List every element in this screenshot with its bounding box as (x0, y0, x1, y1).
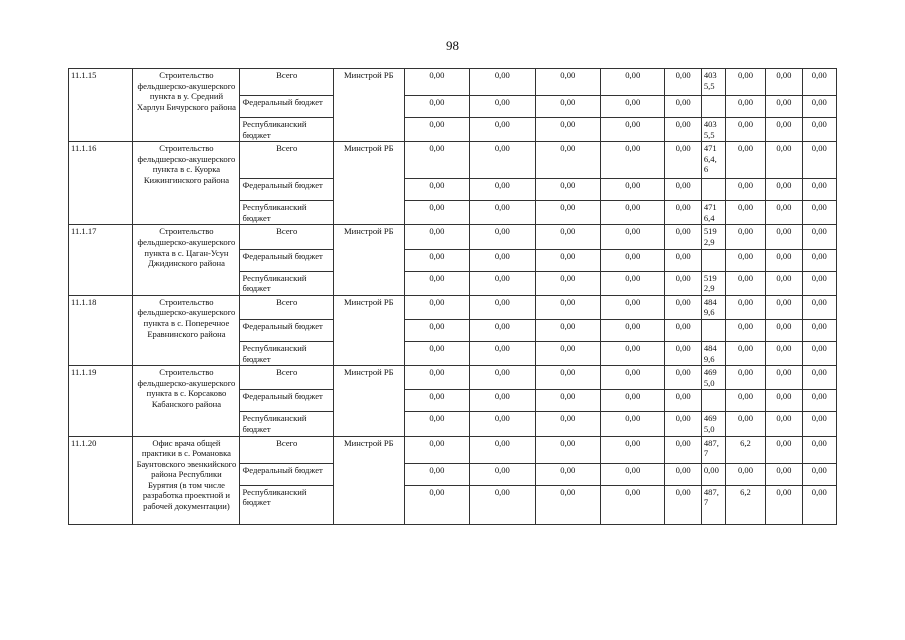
value-cell: 0,00 (725, 179, 766, 201)
value-cell: 0,00 (404, 485, 469, 524)
funding-source: Республиканский бюджет (240, 485, 334, 524)
value-cell: 0,00 (470, 271, 535, 295)
value-cell: 0,00 (725, 142, 766, 179)
value-cell: 0,00 (535, 412, 600, 436)
value-cell: 0,00 (725, 390, 766, 412)
value-cell: 0,00 (665, 485, 701, 524)
value-cell: 0,00 (766, 271, 802, 295)
value-cell: 0,00 (404, 341, 469, 365)
value-cell: 0,00 (766, 341, 802, 365)
value-cell: 0,00 (766, 96, 802, 118)
value-cell: 0,00 (470, 366, 535, 390)
value-cell: 0,00 (535, 436, 600, 463)
value-cell: 0,00 (470, 295, 535, 319)
value-cell: 0,00 (725, 96, 766, 118)
value-cell: 0,00 (665, 225, 701, 249)
value-cell: 0,00 (802, 179, 836, 201)
value-cell: 0,00 (470, 390, 535, 412)
value-cell: 0,00 (535, 271, 600, 295)
table-body (69, 69, 837, 525)
value-cell: 0,00 (802, 341, 836, 365)
value-cell (701, 179, 725, 201)
value-cell: 469 5,0 (701, 412, 725, 436)
value-cell: 0,00 (470, 69, 535, 96)
value-cell: 0,00 (766, 412, 802, 436)
value-cell: 0,00 (766, 436, 802, 463)
value-cell: 0,00 (470, 319, 535, 341)
table-row (69, 142, 837, 179)
value-cell: 0,00 (802, 463, 836, 485)
measure-name: Строительство фельдшерско-акушерского пункта в с. Поперечное Еравнинского района (133, 295, 240, 365)
value-cell: 484 9,6 (701, 295, 725, 319)
value-cell: 0,00 (665, 463, 701, 485)
value-cell: 0,00 (601, 96, 665, 118)
value-cell: 0,00 (802, 69, 836, 96)
value-cell: 403 5,5 (701, 118, 725, 142)
value-cell: 0,00 (535, 69, 600, 96)
value-cell: 0,00 (725, 295, 766, 319)
value-cell: 0,00 (725, 225, 766, 249)
value-cell: 0,00 (404, 366, 469, 390)
table-row (69, 366, 837, 390)
executor: Минстрой РБ (333, 295, 404, 365)
value-cell: 0,00 (601, 201, 665, 225)
value-cell: 0,00 (535, 463, 600, 485)
value-cell (701, 249, 725, 271)
value-cell: 487, 7 (701, 436, 725, 463)
value-cell: 0,00 (766, 118, 802, 142)
executor: Минстрой РБ (333, 225, 404, 295)
value-cell: 6,2 (725, 485, 766, 524)
value-cell: 484 9,6 (701, 341, 725, 365)
measure-code: 11.1.16 (69, 142, 133, 225)
funding-source: Всего (240, 366, 334, 390)
value-cell: 0,00 (404, 319, 469, 341)
funding-source: Республиканский бюджет (240, 118, 334, 142)
value-cell: 0,00 (404, 179, 469, 201)
value-cell: 0,00 (470, 142, 535, 179)
value-cell: 0,00 (665, 249, 701, 271)
value-cell: 0,00 (766, 142, 802, 179)
measure-code: 11.1.18 (69, 295, 133, 365)
measure-code: 11.1.20 (69, 436, 133, 524)
funding-source: Федеральный бюджет (240, 249, 334, 271)
value-cell: 0,00 (665, 319, 701, 341)
value-cell: 0,00 (404, 390, 469, 412)
value-cell: 0,00 (601, 463, 665, 485)
funding-source: Всего (240, 436, 334, 463)
value-cell (701, 96, 725, 118)
value-cell: 0,00 (404, 436, 469, 463)
value-cell: 0,00 (766, 463, 802, 485)
value-cell: 0,00 (535, 366, 600, 390)
measure-name: Строительство фельдшерско-акушерского пункта в с. Корсаково Кабанского района (133, 366, 240, 436)
value-cell: 0,00 (802, 390, 836, 412)
value-cell: 0,00 (802, 201, 836, 225)
value-cell: 0,00 (766, 295, 802, 319)
funding-source: Республиканский бюджет (240, 271, 334, 295)
value-cell: 0,00 (665, 271, 701, 295)
value-cell: 0,00 (535, 225, 600, 249)
value-cell: 0,00 (665, 436, 701, 463)
value-cell: 0,00 (601, 390, 665, 412)
executor: Минстрой РБ (333, 366, 404, 436)
measure-code: 11.1.17 (69, 225, 133, 295)
value-cell: 0,00 (802, 485, 836, 524)
table-row (69, 436, 837, 463)
executor: Минстрой РБ (333, 69, 404, 142)
value-cell: 0,00 (766, 225, 802, 249)
value-cell: 471 6,4 (701, 201, 725, 225)
value-cell: 0,00 (601, 142, 665, 179)
value-cell: 0,00 (404, 463, 469, 485)
value-cell: 0,00 (665, 366, 701, 390)
value-cell: 519 2,9 (701, 271, 725, 295)
value-cell: 0,00 (470, 118, 535, 142)
value-cell (701, 390, 725, 412)
value-cell: 0,00 (601, 179, 665, 201)
value-cell: 0,00 (802, 295, 836, 319)
value-cell: 0,00 (404, 142, 469, 179)
value-cell: 0,00 (470, 96, 535, 118)
value-cell: 469 5,0 (701, 366, 725, 390)
budget-table (68, 68, 837, 525)
value-cell: 0,00 (665, 179, 701, 201)
value-cell: 0,00 (665, 390, 701, 412)
funding-source: Федеральный бюджет (240, 319, 334, 341)
value-cell: 0,00 (470, 412, 535, 436)
value-cell: 0,00 (766, 366, 802, 390)
value-cell: 0,00 (601, 249, 665, 271)
value-cell: 0,00 (535, 249, 600, 271)
value-cell: 0,00 (802, 142, 836, 179)
value-cell: 0,00 (665, 118, 701, 142)
value-cell: 0,00 (802, 271, 836, 295)
value-cell: 0,00 (725, 271, 766, 295)
funding-source: Всего (240, 225, 334, 249)
funding-source: Федеральный бюджет (240, 390, 334, 412)
value-cell: 0,00 (802, 366, 836, 390)
measure-code: 11.1.19 (69, 366, 133, 436)
value-cell: 0,00 (404, 412, 469, 436)
value-cell: 0,00 (535, 118, 600, 142)
value-cell: 0,00 (601, 271, 665, 295)
value-cell: 0,00 (470, 179, 535, 201)
value-cell: 0,00 (404, 96, 469, 118)
value-cell: 0,00 (725, 319, 766, 341)
value-cell: 0,00 (725, 249, 766, 271)
value-cell: 0,00 (665, 412, 701, 436)
value-cell: 0,00 (766, 485, 802, 524)
value-cell: 0,00 (470, 436, 535, 463)
value-cell: 471 6,4, 6 (701, 142, 725, 179)
value-cell: 0,00 (601, 366, 665, 390)
value-cell: 0,00 (470, 225, 535, 249)
value-cell: 0,00 (665, 341, 701, 365)
value-cell: 0,00 (766, 201, 802, 225)
value-cell: 0,00 (404, 225, 469, 249)
value-cell: 0,00 (665, 201, 701, 225)
value-cell: 0,00 (665, 142, 701, 179)
value-cell: 0,00 (601, 295, 665, 319)
value-cell: 0,00 (601, 436, 665, 463)
table-row (69, 225, 837, 249)
value-cell: 0,00 (802, 96, 836, 118)
measure-name: Строительство фельдшерско-акушерского пункта в у. Средний Харлун Бичурского района (133, 69, 240, 142)
value-cell: 0,00 (766, 319, 802, 341)
funding-source: Республиканский бюджет (240, 341, 334, 365)
value-cell: 0,00 (665, 295, 701, 319)
value-cell: 0,00 (601, 412, 665, 436)
value-cell: 0,00 (802, 249, 836, 271)
value-cell: 0,00 (404, 295, 469, 319)
funding-source: Федеральный бюджет (240, 179, 334, 201)
value-cell: 0,00 (470, 463, 535, 485)
value-cell: 0,00 (535, 295, 600, 319)
value-cell: 0,00 (470, 485, 535, 524)
value-cell: 0,00 (802, 412, 836, 436)
funding-source: Федеральный бюджет (240, 463, 334, 485)
funding-source: Республиканский бюджет (240, 412, 334, 436)
funding-source: Федеральный бюджет (240, 96, 334, 118)
funding-source: Всего (240, 142, 334, 179)
value-cell: 0,00 (725, 118, 766, 142)
value-cell: 0,00 (725, 412, 766, 436)
funding-source: Всего (240, 295, 334, 319)
value-cell: 0,00 (766, 390, 802, 412)
value-cell: 0,00 (404, 69, 469, 96)
value-cell: 0,00 (766, 179, 802, 201)
value-cell: 0,00 (701, 463, 725, 485)
value-cell: 0,00 (535, 142, 600, 179)
measure-name: Строительство фельдшерско-акушерского пункта в с. Цаган-Усун Джидинского района (133, 225, 240, 295)
executor: Минстрой РБ (333, 142, 404, 225)
value-cell: 0,00 (470, 201, 535, 225)
value-cell: 0,00 (535, 485, 600, 524)
value-cell: 519 2,9 (701, 225, 725, 249)
value-cell: 487, 7 (701, 485, 725, 524)
measure-name: Офис врача общей практики в с. Романовка Баунтовского эвенкийского района Республики Бурятия (в том числе разработка проектной и рабочей документации) (133, 436, 240, 524)
value-cell: 0,00 (601, 319, 665, 341)
value-cell: 0,00 (470, 249, 535, 271)
value-cell: 0,00 (535, 179, 600, 201)
value-cell: 0,00 (404, 271, 469, 295)
value-cell: 0,00 (535, 96, 600, 118)
value-cell: 0,00 (535, 201, 600, 225)
value-cell: 0,00 (802, 118, 836, 142)
executor: Минстрой РБ (333, 436, 404, 524)
value-cell: 6,2 (725, 436, 766, 463)
value-cell: 0,00 (665, 96, 701, 118)
value-cell: 0,00 (470, 341, 535, 365)
measure-code: 11.1.15 (69, 69, 133, 142)
value-cell: 403 5,5 (701, 69, 725, 96)
value-cell: 0,00 (766, 69, 802, 96)
value-cell: 0,00 (601, 225, 665, 249)
value-cell: 0,00 (802, 436, 836, 463)
table-row (69, 295, 837, 319)
value-cell: 0,00 (404, 118, 469, 142)
measure-name: Строительство фельдшерско-акушерского пункта в с. Куорка Кижингинского района (133, 142, 240, 225)
value-cell: 0,00 (535, 390, 600, 412)
value-cell: 0,00 (802, 225, 836, 249)
value-cell: 0,00 (535, 319, 600, 341)
value-cell: 0,00 (535, 341, 600, 365)
value-cell (701, 319, 725, 341)
value-cell: 0,00 (601, 69, 665, 96)
page-number: 98 (446, 38, 459, 53)
value-cell: 0,00 (601, 341, 665, 365)
value-cell: 0,00 (404, 201, 469, 225)
value-cell: 0,00 (725, 201, 766, 225)
value-cell: 0,00 (404, 249, 469, 271)
table-row (69, 69, 837, 96)
value-cell: 0,00 (802, 319, 836, 341)
value-cell: 0,00 (766, 249, 802, 271)
value-cell: 0,00 (601, 485, 665, 524)
value-cell: 0,00 (725, 69, 766, 96)
value-cell: 0,00 (725, 463, 766, 485)
value-cell: 0,00 (601, 118, 665, 142)
funding-source: Республиканский бюджет (240, 201, 334, 225)
value-cell: 0,00 (665, 69, 701, 96)
funding-source: Всего (240, 69, 334, 96)
value-cell: 0,00 (725, 366, 766, 390)
value-cell: 0,00 (725, 341, 766, 365)
